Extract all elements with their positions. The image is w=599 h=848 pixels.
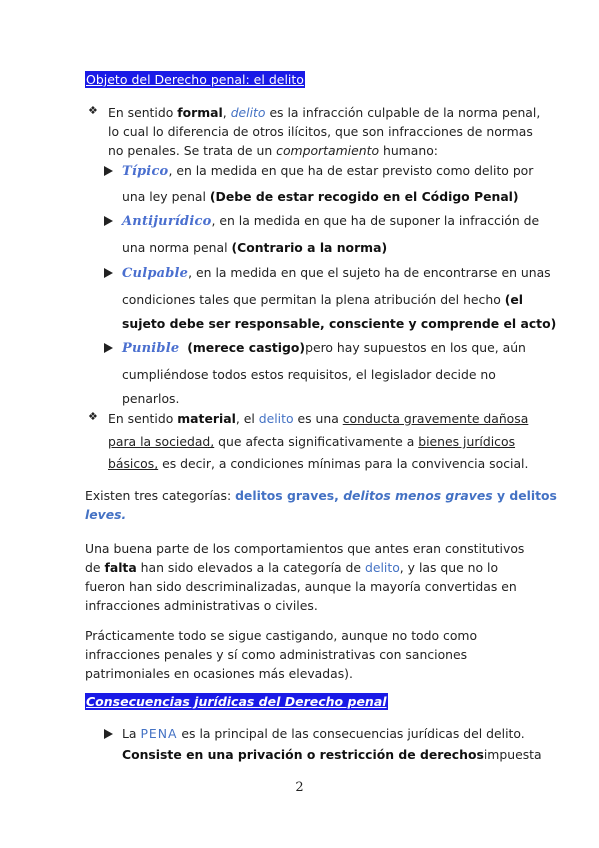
parrafo2-line-3: patrimoniales en ocasiones más elevadas). (85, 666, 353, 681)
arrow-bullet-icon (104, 268, 113, 278)
antijuridico-line-1: Antijurídico, en la medida en que ha de suponer la infracción de (122, 213, 540, 229)
arrow-bullet-icon (104, 729, 113, 739)
categorias-line-2: leves. (85, 507, 127, 522)
parrafo2-line-1: Prácticamente todo se sigue castigando, aunque no todo como (85, 628, 478, 643)
punible-line-3: penarlos. (122, 391, 180, 406)
tipico-line-1: Típico, en la medida en que ha de estar previsto como delito por (122, 163, 534, 179)
section-heading-consecuencias: Consecuencias jurídicas del Derecho penal (86, 694, 387, 709)
material-line-3: básicos, es decir, a condiciones mínimas para la convivencia social. (108, 456, 529, 471)
material-line-2: para la sociedad, que afecta significativamente a bienes jurídicos (108, 434, 516, 449)
arrow-bullet-icon (104, 166, 113, 176)
parrafo1-line-1: Una buena parte de los comportamientos que antes eran constitutivos (85, 541, 525, 556)
pena-line-1: La PENA es la principal de las consecuencias jurídicas del delito. (122, 726, 525, 741)
diamond-bullet-icon: ❖ (88, 104, 98, 117)
material-line-1: En sentido material, el delito es una conducta gravemente dañosa (108, 411, 529, 426)
diamond-bullet-icon: ❖ (88, 410, 98, 423)
arrow-bullet-icon (104, 216, 113, 226)
page-number: 2 (295, 780, 304, 795)
culpable-line-1: Culpable, en la medida en que el sujeto ha de encontrarse en unas (122, 265, 551, 281)
formal-line-2: lo cual lo diferencia de otros ilícitos, que son infracciones de normas (108, 124, 533, 139)
parrafo1-line-4: infracciones administrativas o civiles. (85, 598, 318, 613)
arrow-bullet-icon (104, 343, 113, 353)
culpable-line-3: sujeto debe ser responsable, consciente y comprende el acto) (122, 316, 557, 331)
parrafo1-line-2: de falta han sido elevados a la categoría de delito, y las que no lo (85, 560, 499, 575)
culpable-line-2: condiciones tales que permitan la plena atribución del hecho (el (122, 292, 524, 307)
pena-line-2: Consiste en una privación o restricción de derechos impuesta (122, 747, 542, 762)
parrafo2-line-2: infracciones penales y sí como administrativas con sanciones (85, 647, 468, 662)
punible-line-1: Punible (merece castigo) pero hay supuestos en los que, aún (122, 340, 526, 356)
tipico-line-2: una ley penal (Debe de estar recogido en el Código Penal) (122, 189, 519, 204)
categorias-line-1: Existen tres categorías: delitos graves, delitos menos graves y delitos (85, 488, 557, 503)
parrafo1-line-3: fueron han sido descriminalizadas, aunque la mayoría convertidas en (85, 579, 517, 594)
punible-line-2: cumpliéndose todos estos requisitos, el legislador decide no (122, 367, 496, 382)
formal-line-3: no penales. Se trata de un comportamiento humano: (108, 143, 438, 158)
section-heading-objeto: Objeto del Derecho penal: el delito (86, 72, 304, 87)
formal-line-1: En sentido formal, delito es la infracción culpable de la norma penal, (108, 105, 541, 120)
antijuridico-line-2: una norma penal (Contrario a la norma) (122, 240, 388, 255)
